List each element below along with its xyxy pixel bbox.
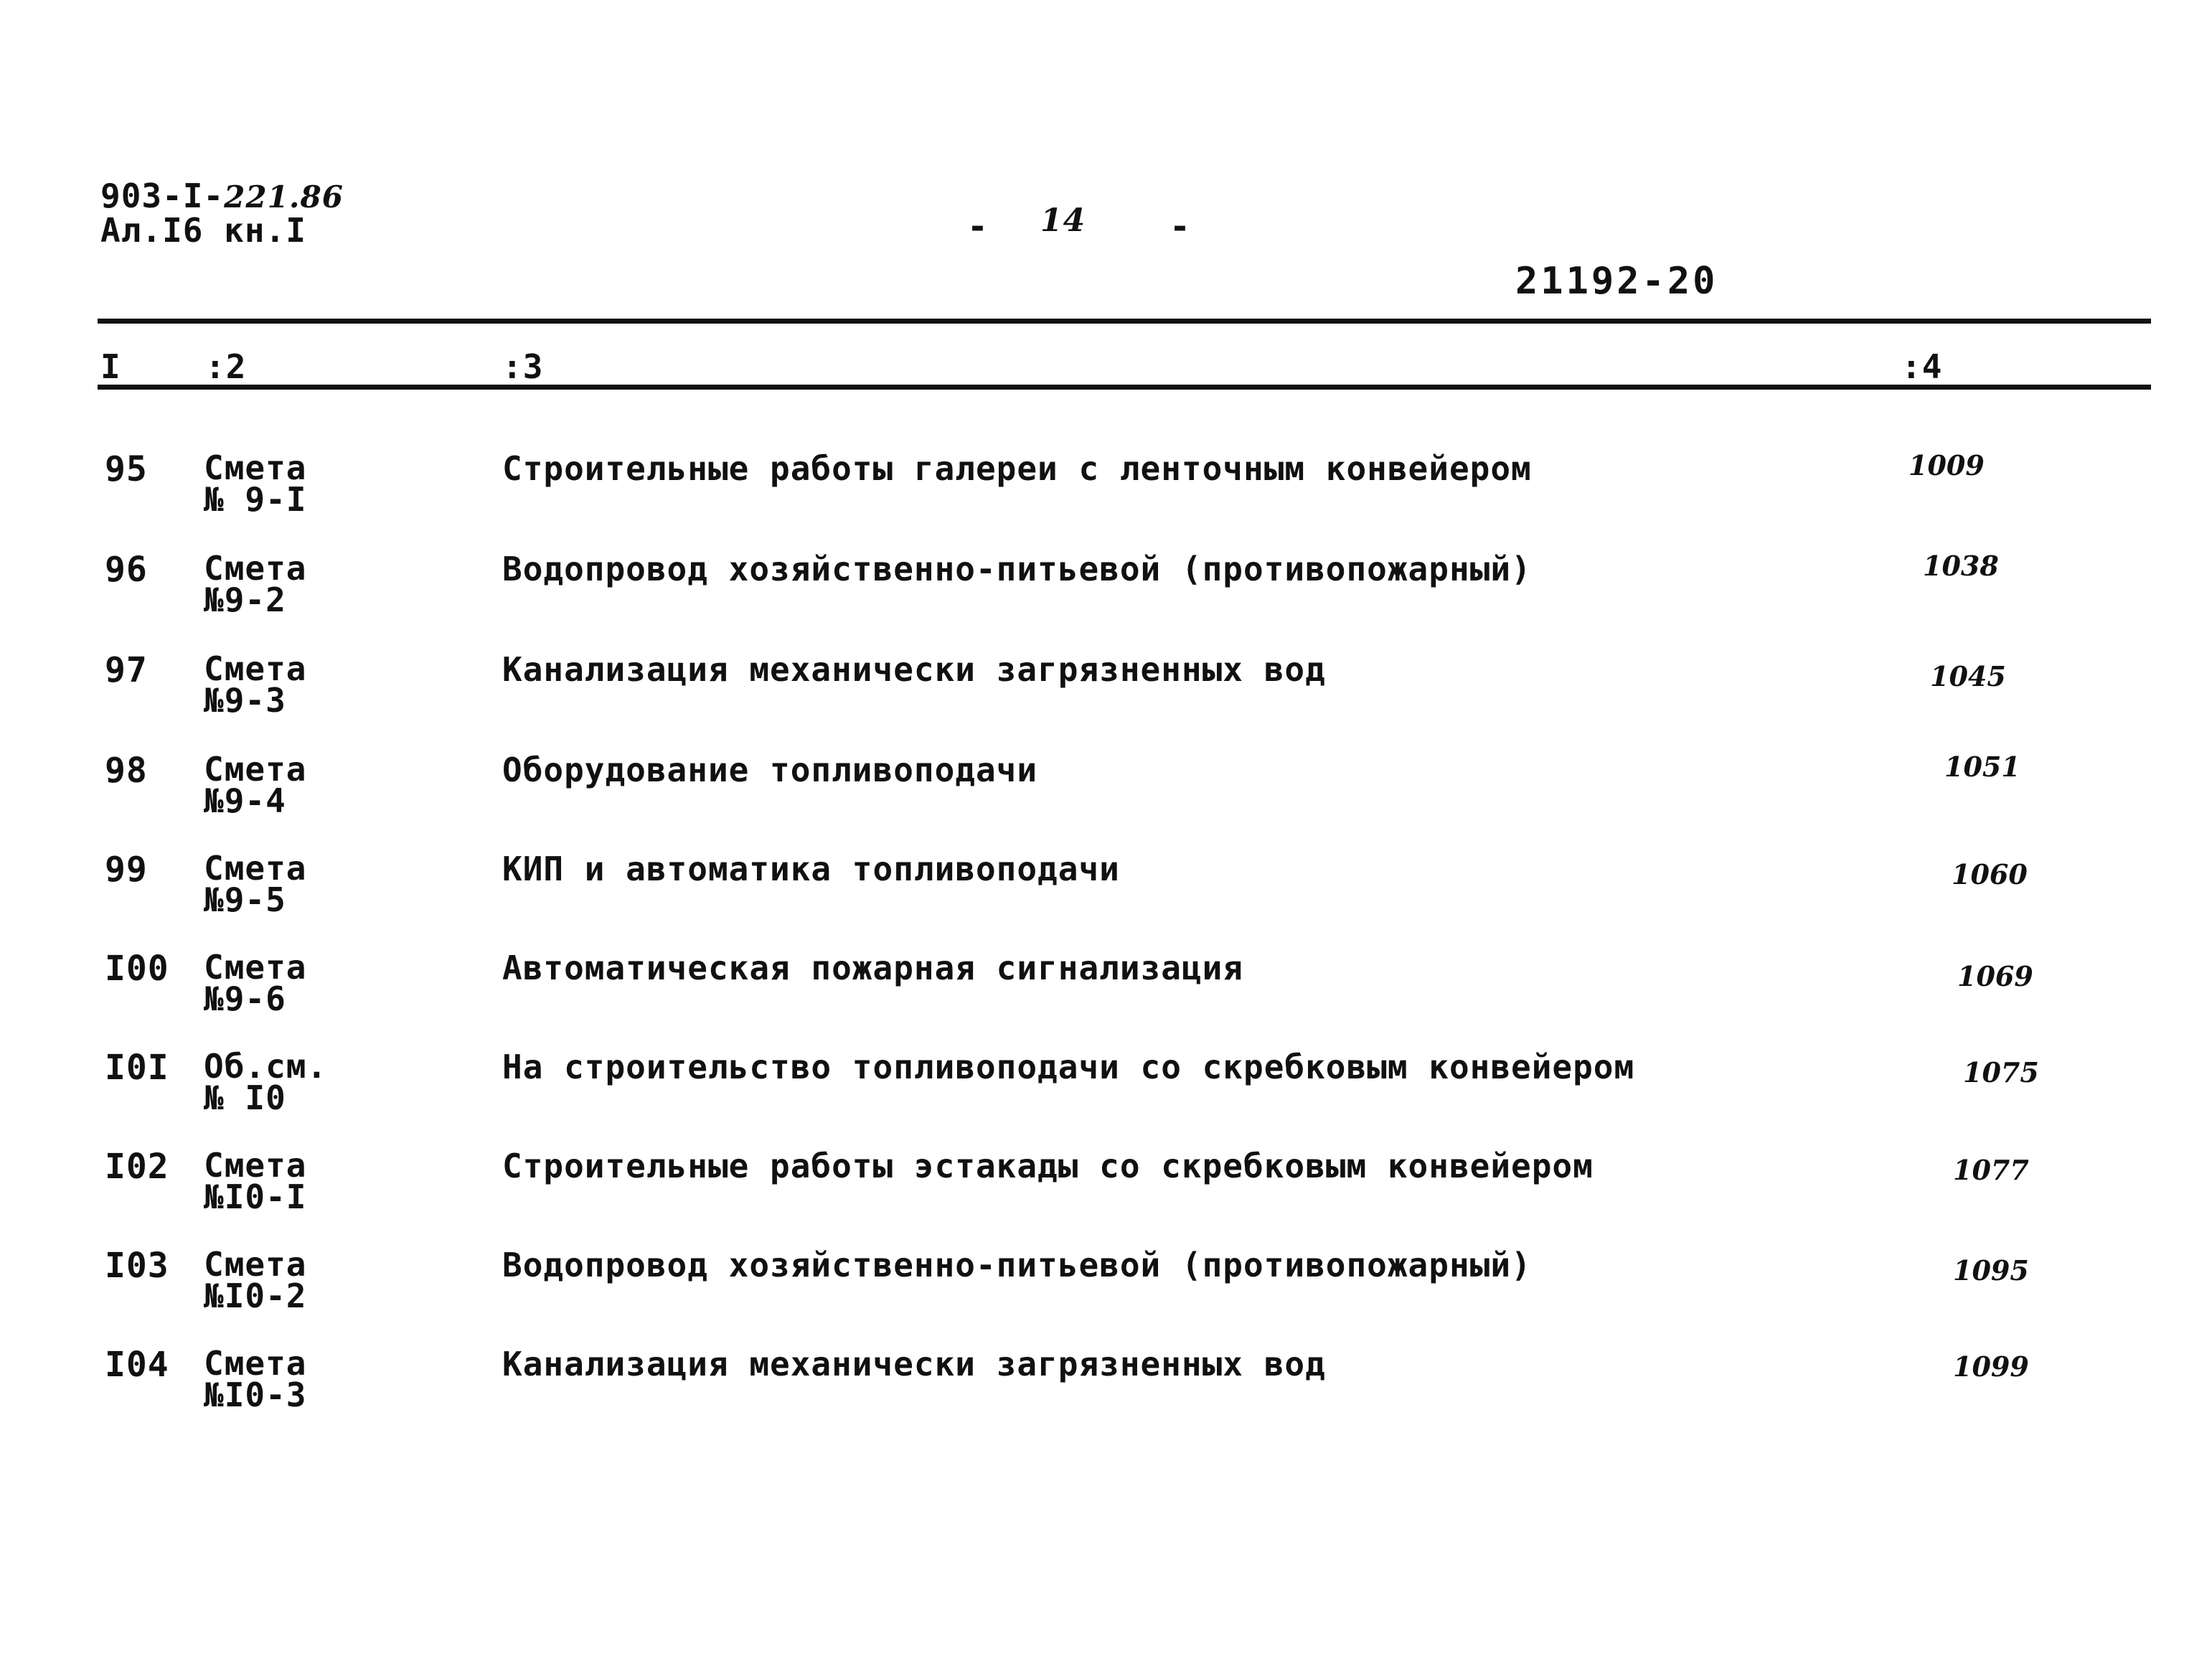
row-reference-type: Смета	[204, 549, 307, 588]
row-number: I03	[105, 1246, 169, 1286]
row-description: Оборудование топливоподачи	[502, 751, 1038, 789]
row-number: I0I	[105, 1048, 169, 1088]
row-reference-number: № I0	[204, 1078, 286, 1117]
row-reference	[204, 1047, 328, 1117]
row-reference-number: №I0-2	[204, 1277, 307, 1315]
row-reference-type: Смета	[204, 649, 307, 688]
document-code-handwritten: 221.86	[224, 179, 344, 215]
row-page: 1051	[1944, 751, 2020, 783]
column-header-2: :2	[205, 347, 247, 386]
row-page: 1099	[1953, 1350, 2029, 1383]
page-number-value: 14	[1040, 202, 1086, 239]
row-reference-number: №9-3	[204, 681, 286, 720]
row-description: Строительные работы галереи с ленточным конвейером	[502, 449, 1532, 488]
inventory-number: 21192-20	[1515, 260, 1718, 303]
table-row	[0, 1048, 2212, 1141]
table-row	[0, 1147, 2212, 1240]
column-header-3: :3	[502, 347, 544, 386]
table-top-rule	[98, 319, 2151, 324]
row-number: 97	[105, 650, 148, 690]
row-reference	[204, 750, 307, 820]
row-reference-type: Об.см.	[204, 1047, 328, 1086]
row-number: 98	[105, 751, 148, 791]
table-row	[0, 449, 2212, 542]
row-number: 96	[105, 550, 148, 590]
row-reference	[204, 1344, 307, 1414]
row-page: 1077	[1953, 1154, 2029, 1186]
document-code	[100, 178, 344, 215]
table-row	[0, 650, 2212, 743]
row-reference-type: Смета	[204, 1245, 307, 1284]
row-number: 99	[105, 850, 148, 890]
row-reference	[204, 549, 307, 619]
row-number: I04	[105, 1345, 169, 1385]
row-reference	[204, 948, 307, 1018]
row-reference	[204, 1245, 307, 1315]
row-description: Канализация механически загрязненных вод	[502, 1345, 1326, 1383]
table-row	[0, 1345, 2212, 1438]
row-reference-type: Смета	[204, 948, 307, 987]
row-reference-number: №I0-I	[204, 1177, 307, 1216]
row-description: Водопровод хозяйственно-питьевой (противопожарный)	[502, 1246, 1532, 1284]
table-row	[0, 751, 2212, 844]
row-reference	[204, 448, 307, 519]
table-row	[0, 1246, 2212, 1339]
row-description: Канализация механически загрязненных вод	[502, 650, 1326, 689]
row-description: На строительство топливоподачи со скребковым конвейером	[502, 1048, 1635, 1086]
album-reference: Ал.I6 кн.I	[100, 211, 306, 250]
row-reference	[204, 649, 307, 720]
table-row	[0, 550, 2212, 643]
row-reference-number: №9-4	[204, 781, 286, 820]
row-description: КИП и автоматика топливоподачи	[502, 850, 1120, 888]
row-reference-type: Смета	[204, 1146, 307, 1185]
row-reference	[204, 849, 307, 919]
table-row	[0, 850, 2212, 943]
row-page: 1009	[1909, 449, 1985, 481]
row-reference-number: №9-5	[204, 880, 286, 919]
table-row	[0, 949, 2212, 1042]
row-description: Водопровод хозяйственно-питьевой (противопожарный)	[502, 550, 1532, 588]
row-reference-type: Смета	[204, 1344, 307, 1383]
row-description: Автоматическая пожарная сигнализация	[502, 949, 1243, 987]
row-reference-number: №I0-3	[204, 1376, 307, 1414]
row-number: I00	[105, 949, 169, 989]
row-reference-number: №9-2	[204, 580, 286, 619]
row-page: 1060	[1952, 858, 2028, 890]
row-reference	[204, 1146, 307, 1216]
row-page: 1045	[1930, 660, 2006, 692]
column-header-1: I	[100, 347, 121, 386]
row-reference-number: №9-6	[204, 979, 286, 1018]
row-page: 1069	[1957, 960, 2033, 992]
row-reference-type: Смета	[204, 448, 307, 487]
column-header-4: :4	[1901, 347, 1943, 386]
page-number-dash-right: -	[1169, 207, 1191, 247]
row-page: 1038	[1923, 550, 1999, 582]
document-code-printed: 903-I-	[100, 177, 225, 215]
row-page: 1075	[1963, 1056, 2039, 1089]
row-number: 95	[105, 449, 148, 489]
row-number: I02	[105, 1147, 169, 1187]
row-page: 1095	[1953, 1254, 2029, 1287]
table-header-rule	[98, 385, 2151, 390]
row-reference-type: Смета	[204, 750, 307, 789]
page-number-dash-left: -	[967, 207, 989, 247]
row-description: Строительные работы эстакады со скребковым конвейером	[502, 1147, 1594, 1185]
row-reference-type: Смета	[204, 849, 307, 888]
row-reference-number: № 9-I	[204, 480, 307, 519]
